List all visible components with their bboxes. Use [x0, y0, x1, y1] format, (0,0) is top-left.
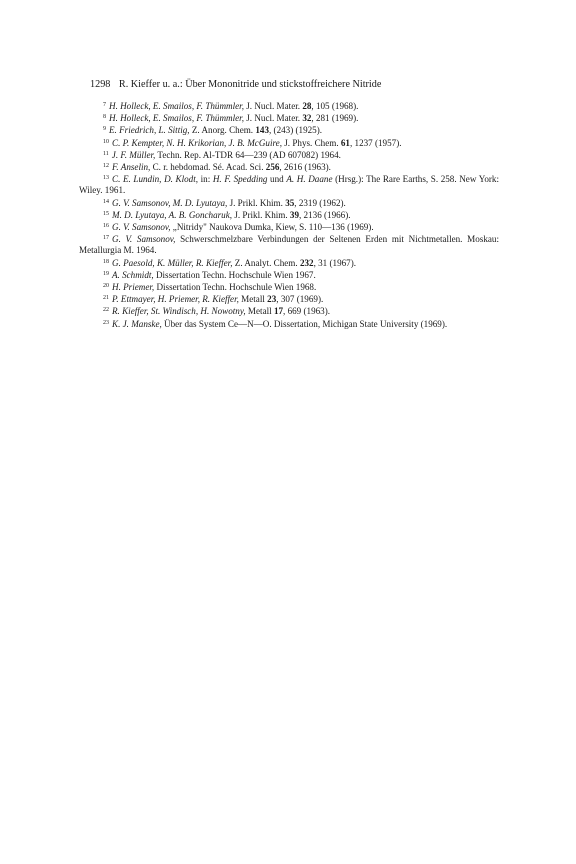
reference-21: $^{21}$ P. Ettmayer, H. Priemer, R. Kieffer, Metall 23, 307 (1969).	[103, 294, 324, 305]
page-number: 1298	[90, 79, 111, 90]
running-header	[90, 79, 500, 90]
reference-13: $^{13}$ C. E. Lundin, D. Klodt, in: H. F. Spedding und A. H. Daane (Hrsg.): The Rare Earths, S. 258. New York: Wiley. 1961.	[79, 174, 499, 196]
reference-23: $^{23}$ K. J. Manske, Über das System Ce—N—O. Dissertation, Michigan State University (1969).	[103, 318, 448, 329]
reference-17: $^{17}$ G. V. Samsonov, Schwerschmelzbare Verbindungen der Seltenen Erden mit Nichtmetallen. Moskau: Metallurgia M. 1964.	[79, 234, 499, 256]
reference-9: $^9$ E. Friedrich, L. Sittig, Z. Anorg. Chem. 143, (243) (1925).	[103, 125, 323, 136]
reference-15: $^{15}$ M. D. Lyutaya, A. B. Goncharuk, J. Prikl. Khim. 39, 2136 (1966).	[103, 209, 351, 220]
reference-18: $^{18}$ G. Paesold, K. Müller, R. Kieffer, Z. Analyt. Chem. 232, 31 (1967).	[103, 257, 357, 268]
running-title: R. Kieffer u. a.: Über Mononitride und stickstoffreichere Nitride	[118, 79, 382, 90]
reference-8: $^8$ H. Holleck, E. Smailos, F. Thümmler, J. Nucl. Mater. 32, 281 (1969).	[103, 113, 359, 124]
reference-16: $^{16}$ G. V. Samsonov, „Nitridy" Naukova Dumka, Kiew, S. 110—136 (1969).	[103, 222, 374, 233]
reference-11: $^{11}$ J. F. Müller, Techn. Rep. Al-TDR 64—239 (AD 607082) 1964.	[103, 149, 341, 160]
reference-10: $^{10}$ C. P. Kempter, N. H. Krikorian, J. B. McGuire, J. Phys. Chem. 61, 1237 (1957).	[103, 137, 402, 148]
reference-22: $^{22}$ R. Kieffer, St. Windisch, H. Nowotny, Metall 17, 669 (1963).	[103, 306, 331, 317]
reference-list	[79, 100, 499, 330]
reference-7: $^7$ H. Holleck, E. Smailos, F. Thümmler, J. Nucl. Mater. 28, 105 (1968).	[103, 101, 359, 111]
reference-20: $^{20}$ H. Priemer, Dissertation Techn. Hochschule Wien 1968.	[103, 282, 317, 293]
reference-14: $^{14}$ G. V. Samsonov, M. D. Lyutaya, J. Prikl. Khim. 35, 2319 (1962).	[103, 197, 346, 208]
reference-19: $^{19}$ A. Schmidt, Dissertation Techn. Hochschule Wien 1967.	[103, 269, 316, 280]
reference-12: $^{12}$ F. Anselin, C. r. hebdomad. Sé. Acad. Sci. 256, 2616 (1963).	[103, 162, 331, 173]
